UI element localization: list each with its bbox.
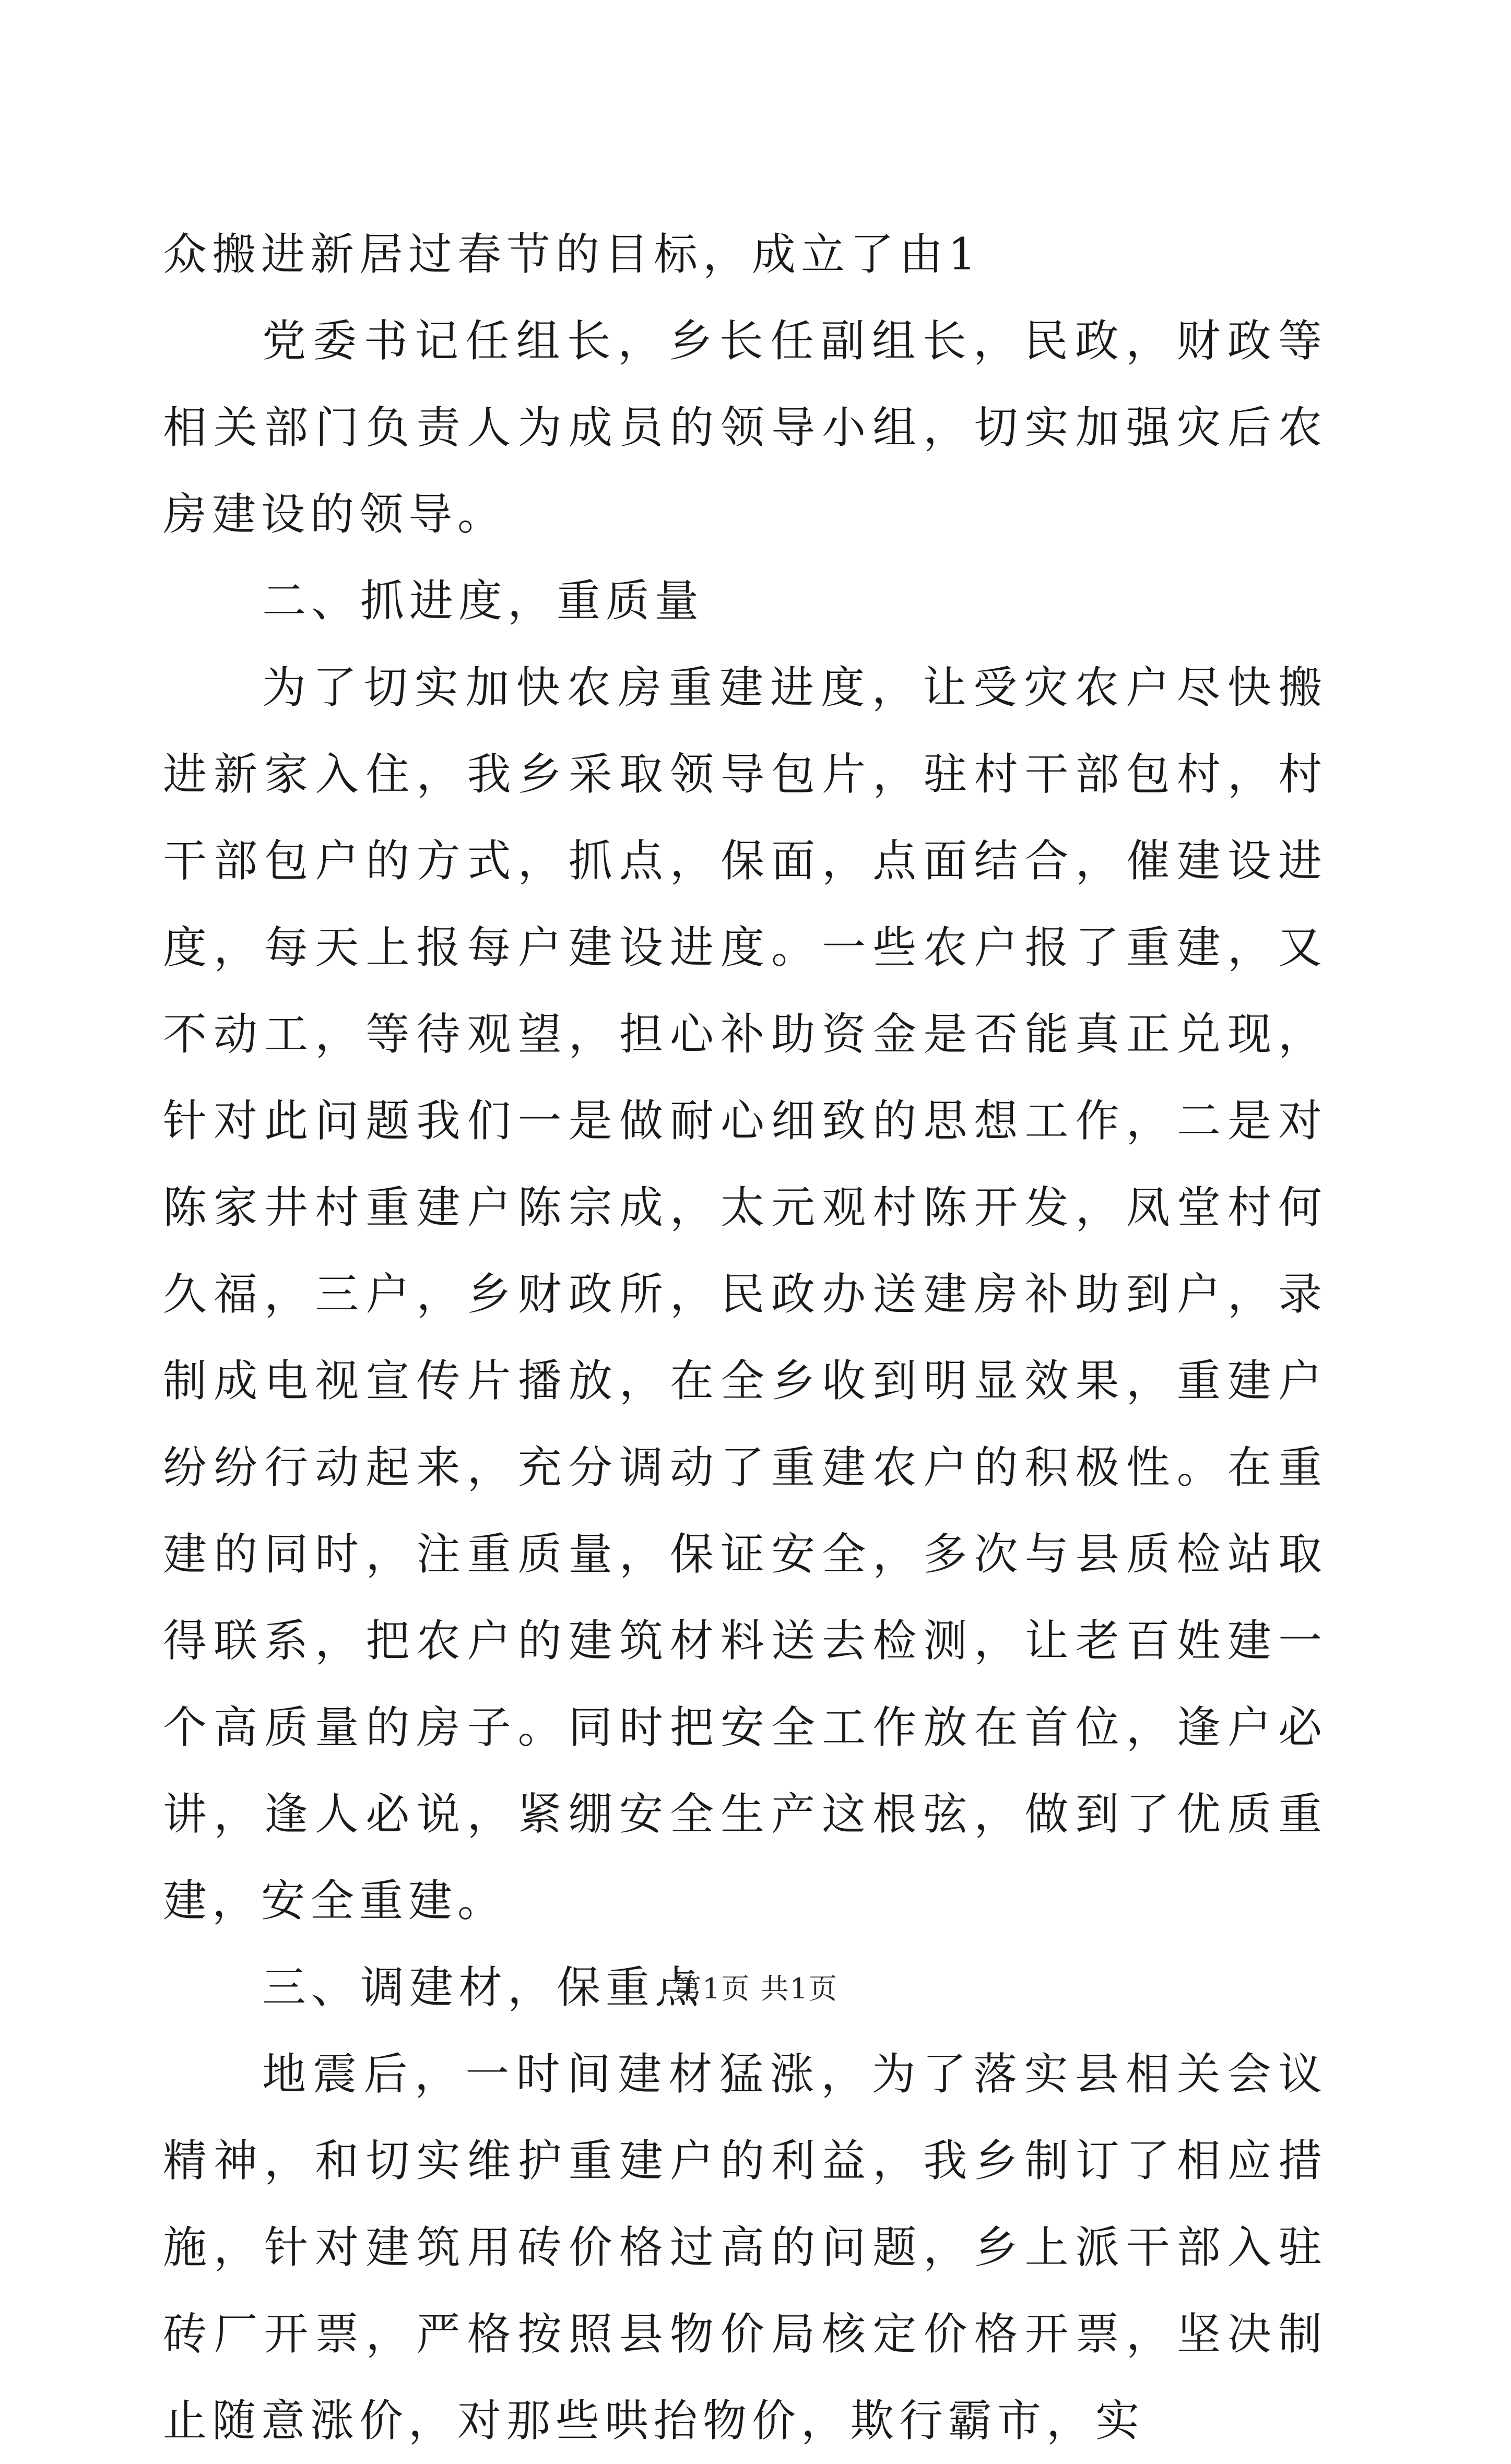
section-heading-progress-quality: 二、抓进度，重质量	[262, 575, 704, 626]
section-heading-materials: 三、调建材，保重点	[262, 1962, 704, 2013]
page-footer: 第1页 共1页	[673, 1972, 838, 2005]
paragraph-materials: 地震后，一时间建材猛涨，为了落实县相关会议精神，和切实维护重建户的利益，我乡制订了相应措施，针对建筑用砖价格过高的问题，乡上派干部入驻砖厂开票，严格按照县物价局核定价格开票，坚决制止随意涨价，对那些哄抬物价，欺行霸市，实	[163, 2048, 1327, 2446]
paragraph-leadership-group: 党委书记任组长，乡长任副组长，民政，财政等相关部门负责人为成员的领导小组，切实加强灾后农房建设的领导。	[163, 315, 1327, 540]
paragraph-continuation: 众搬进新居过春节的目标，成立了由1	[163, 229, 982, 280]
document-body	[163, 211, 1327, 2464]
paragraph-progress-quality: 为了切实加快农房重建进度，让受灾农户尽快搬进新家入住，我乡采取领导包片，驻村干部包村，村干部包户的方式，抓点，保面，点面结合，催建设进度，每天上报每户建设进度。一些农户报了重建，又不动工，等待观望，担心补助资金是否能真正兑现，针对此问题我们一是做耐心细致的思想工作，二是对陈家井村重建户陈宗成，太元观村陈开发，凤堂村何久福，三户，乡财政所，民政办送建房补助到户，录制成电视宣传片播放，在全乡收到明显效果，重建户纷纷行动起来，充分调动了重建农户的积极性。在重建的同时，注重质量，保证安全，多次与县质检站取得联系，把农户的建筑材料送去检测，让老百姓建一个高质量的房子。同时把安全工作放在首位，逢户必讲，逢人必说，紧绷安全生产这根弦，做到了优质重建，安全重建。	[163, 662, 1327, 1926]
